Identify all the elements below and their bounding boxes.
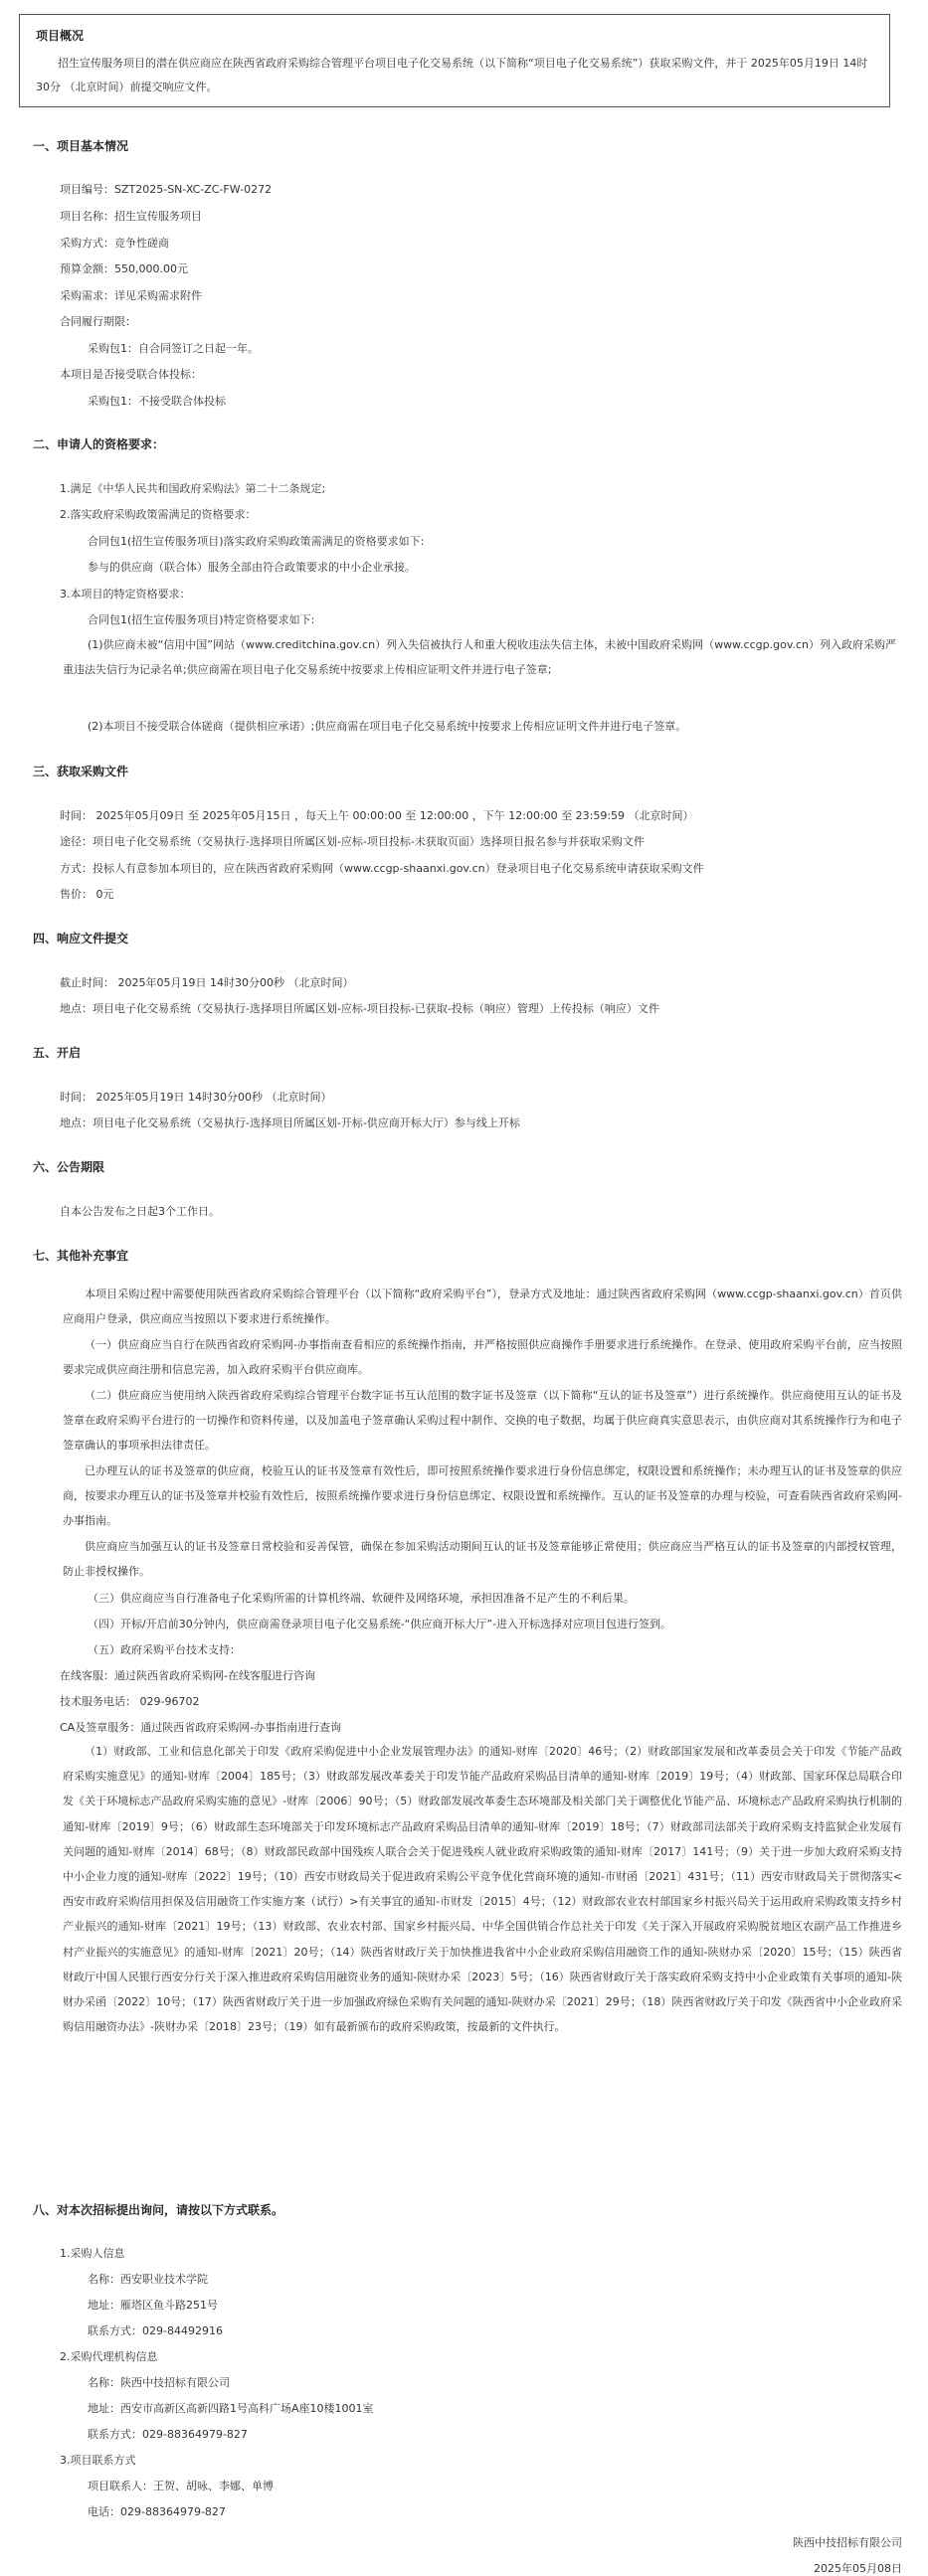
contract-period-label: 合同履行期限： (60, 315, 136, 328)
purchaser-address: 地址：雁塔区鱼斗路251号 (88, 2299, 218, 2312)
budget-amount: 预算金额：550,000.00元 (60, 262, 188, 275)
supplement-paragraph: 已办理互认的证书及签章的供应商，校验互认的证书及签章有效性后，即可按照系统操作要求进行身份信息绑定，权限设置和系统操作；未办理互认的证书及签章的供应商，按要求办理互认的证书及签章并校验有效性后，按照系统操作要求进行身份信息绑定、权限设置和系统操作。互认的证书及签章的办理与校验，可查看陕西省政府采购网-办事指南。 (63, 1464, 902, 1528)
document-price: 售价： 0元 (60, 888, 114, 901)
document-time: 时间： 2025年05月09日 至 2025年05月15日 ，每天上午 00:00:00 至 12:00:00 ，下午 12:00:00 至 23:59:59 （北京时间） (60, 809, 694, 822)
section-7-heading: 七、其他补充事宜 (33, 1249, 129, 1263)
section-6-heading: 六、公告期限 (33, 1160, 105, 1174)
section-2-heading: 二、申请人的资格要求： (33, 437, 165, 451)
contact-group-label: 1.采购人信息 (60, 2247, 125, 2260)
project-phone: 电话：029-88364979-827 (88, 2505, 226, 2518)
policy-list-paragraph: （1）财政部、工业和信息化部关于印发《政府采购促进中小企业发展管理办法》的通知-财库〔2020〕46号；（2）财政部国家发展和改革委员会关于印发《节能产品政府采购实施意见》的通知-财库〔2004〕185号；（3）财政部发展改革委关于印发节能产品政府采购品目清单的通知-财库〔2019〕19号；（4）财政部、国家环保总局联合印发《关于环境标志产品政府采购实施的意见》-财库〔2006〕90号；（5）财政部发展改革委生态环境部及相关部门关于调整优化节能产品、环境标志产品政府采购执行机制的通知-财库〔2019〕9号；（6）财政部生态环境部关于印发环境标志产品政府采购品目清单的通知-财库〔2019〕18号；（7）财政部司法部关于政府采购支持监狱企业发展有关问题的通知-财库〔2014〕68号；（8）财政部民政部中国残疾人联合会关于促进残疾人就业政府采购政策的通知-财库〔2017〕141号；（9）关于进一步加大政府采购支持中小企业力度的通知-财库〔2022〕19号；（10）西安市财政局关于促进政府采购公平竞争优化营商环境的通知-市财函〔2021〕431号；（11）西安市财政局关于贯彻落实<西安市政府采购信用担保及信用融资工作实施方案（试行）>有关事宜的通知-市财发〔2015〕4号；（12）财政部农业农村部国家乡村振兴局关于运用政府采购政策支持乡村产业振兴的通知-财库〔2021〕19号；（13）财政部、农业农村部、国家乡村振兴局、中华全国供销合作总社关于印发《关于深入开展政府采购脱贫地区农副产品工作推进乡村产业振兴的实施意见》的通知-财库〔2021〕20号；（14）陕西省财政厅关于加快推进我省中小企业政府采购信用融资工作的通知-陕财办采〔2020〕15号；（15）陕西省财政厅中国人民银行西安分行关于深入推进政府采购信用融资业务的通知-陕财办采〔2023〕5号；（16）陕西省财政厅关于落实政府采购支持中小企业政策有关事项的通知-陕财办采函〔2022〕10号；（17）陕西省财政厅关于进一步加强政府绿色采购有关问题的通知-陕财办采〔2021〕29号；（18）陕西省财政厅关于印发《陕西省中小企业政府采购信用融资办法》-陕财办采〔2018〕23号；（19）如有最新颁布的政府采购政策，按最新的文件执行。 (63, 1745, 902, 2034)
project-contacts: 项目联系人：王贺、胡咏、李娜、单博 (88, 2480, 274, 2492)
contact-group-label: 3.项目联系方式 (60, 2454, 136, 2467)
overview-title: 项目概况 (36, 29, 85, 43)
qualification-line: 合同包1(招生宣传服务项目)特定资格要求如下: (88, 613, 315, 626)
contract-period-value: 采购包1：自合同签订之日起一年。 (88, 342, 259, 355)
document-method: 方式：投标人有意参加本项目的，应在陕西省政府采购网（www.ccgp-shaanxi.gov.cn）登录项目电子化交易系统申请获取采购文件 (60, 862, 704, 875)
qualification-line: 3.本项目的特定资格要求： (60, 588, 191, 601)
overview-text: 招生宣传服务项目的潜在供应商应在陕西省政府采购综合管理平台项目电子化交易系统（以下简称“项目电子化交易系统”）获取采购文件，并于 2025年05月19日 14时30分 （北京时间）前提交响应文件。 (36, 57, 868, 93)
qualification-no-consortium: (2)本项目不接受联合体磋商（提供相应承诺）;供应商需在项目电子化交易系统中按要求上传相应证明文件并进行电子签章。 (88, 720, 687, 733)
purchaser-phone: 联系方式：029-84492916 (88, 2324, 223, 2337)
footer-org: 陕西中技招标有限公司 (793, 2536, 902, 2549)
qualification-credit-check: (1)供应商未被“信用中国”网站（www.creditchina.gov.cn）列入失信被执行人和重大税收违法失信主体，未被中国政府采购网（www.ccgp.gov.cn）列入政府采购严重违法失信行为记录名单;供应商需在项目电子化交易系统中按要求上传相应证明文件并进行电子签章; (63, 638, 896, 677)
supplement-paragraph: 本项目采购过程中需要使用陕西省政府采购综合管理平台（以下简称“政府采购平台”），登录方式及地址：通过陕西省政府采购网（www.ccgp-shaanxi.gov.cn）首页供应商用户登录，供应商应当按照以下要求进行系统操作。 (63, 1288, 902, 1326)
project-number: 项目编号：SZT2025-SN-XC-ZC-FW-0272 (60, 183, 273, 196)
online-support: 在线客服：通过陕西省政府采购网-在线客服进行咨询 (60, 1669, 315, 1682)
section-5-heading: 五、开启 (33, 1046, 82, 1060)
purchaser-name: 名称：西安职业技术学院 (88, 2273, 208, 2286)
supplement-line: （三）供应商应当自行准备电子化采购所需的计算机终端、软硬件及网络环境，承担因准备不足产生的不利后果。 (88, 1592, 635, 1605)
ca-signature-service: CA及签章服务：通过陕西省政府采购网-办事指南进行查询 (60, 1721, 342, 1734)
submission-deadline: 截止时间： 2025年05月19日 14时30分00秒 （北京时间） (60, 976, 354, 989)
project-overview-box (19, 14, 890, 107)
opening-time: 时间： 2025年05月19日 14时30分00秒 （北京时间） (60, 1091, 332, 1104)
procurement-method: 采购方式：竞争性磋商 (60, 237, 169, 250)
agency-phone: 联系方式：029-88364979-827 (88, 2428, 248, 2441)
tech-support-phone: 技术服务电话： 029-96702 (60, 1695, 200, 1708)
qualification-line: 1.满足《中华人民共和国政府采购法》第二十二条规定; (60, 482, 326, 495)
supplement-line: （五）政府采购平台技术支持： (88, 1643, 241, 1656)
section-1-heading: 一、项目基本情况 (33, 139, 129, 153)
supplement-paragraph: （一）供应商应当自行在陕西省政府采购网-办事指南查看相应的系统操作指南，并严格按照供应商操作手册要求进行系统操作。在登录、使用政府采购平台前，应当按照要求完成供应商注册和信息完善，加入政府采购平台供应商库。 (63, 1338, 902, 1377)
section-8-heading: 八、对本次招标提出询问，请按以下方式联系。 (33, 2203, 284, 2217)
qualification-line: 合同包1(招生宣传服务项目)落实政府采购政策需满足的资格要求如下: (88, 535, 425, 548)
procurement-requirement: 采购需求：详见采购需求附件 (60, 289, 202, 302)
supplement-line: （四）开标/开启前30分钟内，供应商需登录项目电子化交易系统-“供应商开标大厅”-进入开标选择对应项目包进行签到。 (88, 1618, 672, 1631)
consortium-value: 采购包1：不接受联合体投标 (88, 395, 226, 408)
qualification-line: 2.落实政府采购政策需满足的资格要求： (60, 508, 257, 521)
announcement-period: 自本公告发布之日起3个工作日。 (60, 1205, 220, 1218)
contact-group-label: 2.采购代理机构信息 (60, 2350, 158, 2363)
agency-address: 地址：西安市高新区高新四路1号高科广场A座10楼1001室 (88, 2402, 374, 2415)
submission-location: 地点：项目电子化交易系统（交易执行-选择项目所属区划-应标-项目投标-已获取-投标（响应）管理）上传投标（响应）文件 (60, 1002, 659, 1015)
consortium-label: 本项目是否接受联合体投标： (60, 368, 202, 381)
qualification-line: 参与的供应商（联合体）服务全部由符合政策要求的中小企业承接。 (88, 561, 416, 574)
agency-name: 名称：陕西中技招标有限公司 (88, 2376, 230, 2389)
supplement-paragraph: 供应商应当加强互认的证书及签章日常校验和妥善保管，确保在参加采购活动期间互认的证书及签章能够正常使用；供应商应当严格互认的证书及签章的内部授权管理，防止非授权操作。 (63, 1540, 902, 1579)
opening-location: 地点：项目电子化交易系统（交易执行-选择项目所属区划-开标-供应商开标大厅）参与线上开标 (60, 1116, 520, 1129)
supplement-paragraph: （二）供应商应当使用纳入陕西省政府采购综合管理平台数字证书互认范围的数字证书及签章（以下简称“互认的证书及签章”）进行系统操作。供应商使用互认的证书及签章在政府采购平台进行的一切操作和资料传递，以及加盖电子签章确认采购过程中制作、交换的电子数据，均属于供应商真实意思表示，由供应商对其系统操作行为和电子签章确认的事项承担法律责任。 (63, 1389, 902, 1453)
section-4-heading: 四、响应文件提交 (33, 932, 129, 945)
document-channel: 途径：项目电子化交易系统（交易执行-选择项目所属区划-应标-项目投标-未获取页面）选择项目报名参与并获取采购文件 (60, 835, 645, 848)
project-name: 项目名称：招生宣传服务项目 (60, 210, 202, 223)
section-3-heading: 三、获取采购文件 (33, 765, 129, 778)
footer-date: 2025年05月08日 (814, 2562, 902, 2575)
